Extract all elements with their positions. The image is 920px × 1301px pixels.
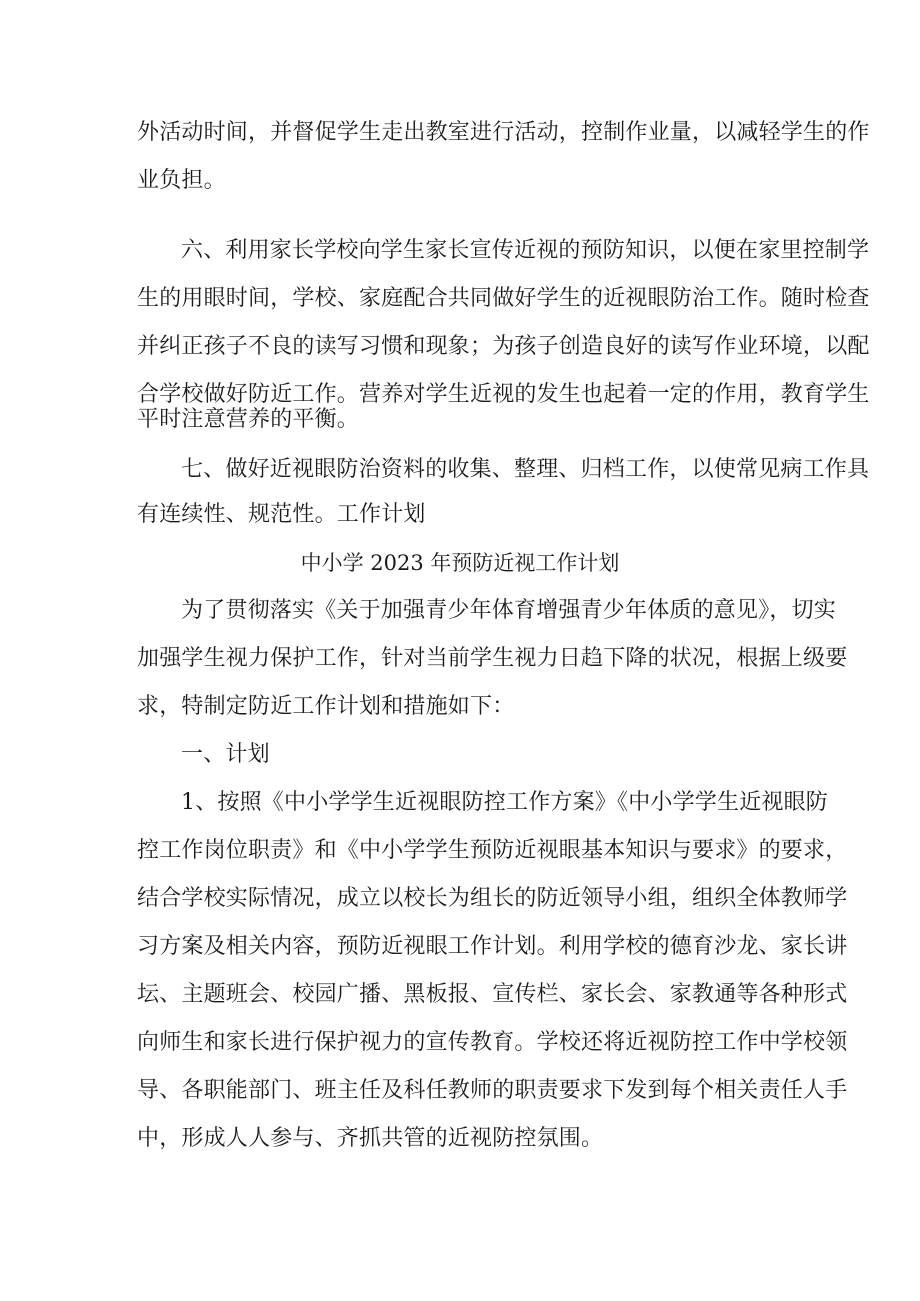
section-1-heading: 一、计划 xyxy=(181,742,270,767)
paragraph-6-line-5: 平时注意营养的平衡。 xyxy=(137,407,360,432)
item-1-line-7: 导、各职能部门、班主任及科任教师的职责要求下发到每个相关责任人手 xyxy=(137,1078,848,1103)
paragraph-7-line-1: 七、做好近视眼防治资料的收集、整理、归档工作，以使常见病工作具 xyxy=(181,457,870,482)
paragraph-continued-line-2: 业负担。 xyxy=(137,168,226,193)
paragraph-6-line-3: 并纠正孩子不良的读写习惯和现象；为孩子创造良好的读写作业环境，以配 xyxy=(137,334,870,359)
intro-line-1: 为了贯彻落实《关于加强青少年体育增强青少年体质的意见》，切实 xyxy=(181,598,837,623)
item-1-line-1: 1、按照《中小学学生近视眼防控工作方案》《中小学学生近视眼防 xyxy=(181,790,828,815)
item-1-line-4: 习方案及相关内容，预防近视眼工作计划。利用学校的德育沙龙、家长讲 xyxy=(137,934,848,959)
intro-line-2: 加强学生视力保护工作，针对当前学生视力日趋下降的状况，根据上级要 xyxy=(137,646,848,671)
paragraph-6-line-2: 生的用眼时间，学校、家庭配合共同做好学生的近视眼防治工作。随时检查 xyxy=(137,286,870,311)
paragraph-continued-line-1: 外活动时间，并督促学生走出教室进行活动，控制作业量，以减轻学生的作 xyxy=(137,120,870,145)
paragraph-6-line-4: 合学校做好防近工作。营养对学生近视的发生也起着一定的作用，教育学生 xyxy=(137,382,870,407)
intro-line-3: 求，特制定防近工作计划和措施如下： xyxy=(137,694,515,719)
document-title: 中小学 2023 年预防近视工作计划 xyxy=(300,551,620,575)
item-1-line-6: 向师生和家长进行保护视力的宣传教育。学校还将近视防控工作中学校领 xyxy=(137,1030,848,1055)
paragraph-6-line-1: 六、利用家长学校向学生家长宣传近视的预防知识，以便在家里控制学 xyxy=(181,238,870,263)
item-1-line-3: 结合学校实际情况，成立以校长为组长的防近领导小组，组织全体教师学 xyxy=(137,886,848,911)
item-1-line-8: 中，形成人人参与、齐抓共管的近视防控氛围。 xyxy=(137,1126,604,1151)
item-1-line-5: 坛、主题班会、校园广播、黑板报、宣传栏、家长会、家教通等各种形式 xyxy=(137,982,848,1007)
item-1-line-2: 控工作岗位职责》和《中小学学生预防近视眼基本知识与要求》的要求， xyxy=(137,838,848,863)
paragraph-7-line-2: 有连续性、规范性。工作计划 xyxy=(137,502,426,527)
